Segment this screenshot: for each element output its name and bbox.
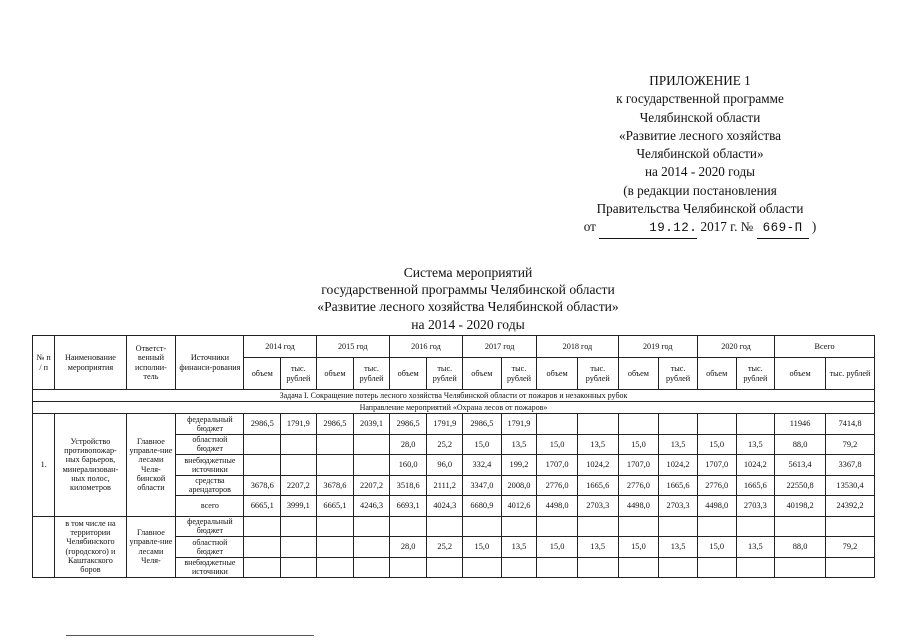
table-cell <box>659 414 698 435</box>
table-cell: 28,0 <box>389 434 427 455</box>
table-cell: 3367,8 <box>825 455 874 476</box>
table-cell <box>501 516 537 537</box>
table-cell <box>354 434 390 455</box>
table-cell: 4012,6 <box>501 496 537 517</box>
header-volume: объем <box>697 358 736 390</box>
table-cell: 4498,0 <box>697 496 736 517</box>
measure-responsible: Главное управле-ние лесами Челя-бинской области <box>126 414 176 517</box>
table-cell <box>316 434 354 455</box>
header-rubles: тыс. рублей <box>427 358 463 390</box>
appendix-line: к государственной программе <box>616 91 784 107</box>
header-rubles: тыс. рублей <box>736 358 775 390</box>
date-prefix: от <box>583 219 596 235</box>
table-cell <box>736 516 775 537</box>
table-cell <box>281 537 317 558</box>
table-cell <box>577 414 618 435</box>
table-cell: 15,0 <box>618 434 659 455</box>
table-cell <box>825 557 874 578</box>
appendix-line: на 2014 - 2020 годы <box>644 164 756 180</box>
table-cell: 13,5 <box>736 537 775 558</box>
table-cell: 2986,5 <box>244 414 281 435</box>
table-cell <box>389 516 427 537</box>
table-cell: 1665,6 <box>577 475 618 496</box>
table-cell <box>354 537 390 558</box>
table-cell: 2986,5 <box>463 414 502 435</box>
table-cell <box>618 557 659 578</box>
measure-name: в том числе на территории Челябинского (городского) и Каштакского боров <box>55 516 126 578</box>
header-name: Наименование мероприятия <box>55 336 126 390</box>
table-cell: 1791,9 <box>501 414 537 435</box>
measures-table <box>32 335 875 578</box>
table-cell: 2008,0 <box>501 475 537 496</box>
table-cell: 25,2 <box>427 537 463 558</box>
table-cell: 88,0 <box>775 434 826 455</box>
year-text: 2017 г. № <box>700 219 754 235</box>
table-cell: 6693,1 <box>389 496 427 517</box>
header-responsible: Ответст-венный исполни-тель <box>126 336 176 390</box>
funding-source: внебюджетные источники <box>176 557 244 578</box>
header-rubles: тыс. рублей <box>501 358 537 390</box>
table-cell <box>618 516 659 537</box>
table-cell <box>618 414 659 435</box>
table-cell <box>775 557 826 578</box>
table-cell: 13,5 <box>501 537 537 558</box>
table-cell: 2207,2 <box>281 475 317 496</box>
header-year: 2018 год <box>537 336 618 358</box>
table-cell: 25,2 <box>427 434 463 455</box>
funding-source: средства арендаторов <box>176 475 244 496</box>
table-cell: 4498,0 <box>537 496 578 517</box>
measure-number: 1. <box>33 414 55 517</box>
table-cell <box>736 557 775 578</box>
table-cell <box>775 516 826 537</box>
table-cell: 2111,2 <box>427 475 463 496</box>
table-cell: 5613,4 <box>775 455 826 476</box>
header-year: 2020 год <box>697 336 774 358</box>
funding-source: федеральный бюджет <box>176 414 244 435</box>
header-volume: объем <box>316 358 354 390</box>
direction-row: Направление мероприятий «Охрана лесов от пожаров» <box>33 402 875 414</box>
funding-source: всего <box>176 496 244 517</box>
table-cell: 4246,3 <box>354 496 390 517</box>
table-cell <box>659 557 698 578</box>
title-line: на 2014 - 2020 годы <box>411 316 525 332</box>
table-cell: 40198,2 <box>775 496 826 517</box>
table-cell <box>577 516 618 537</box>
appendix-line: Челябинской области» <box>636 146 764 162</box>
table-cell <box>281 516 317 537</box>
table-cell <box>281 434 317 455</box>
header-year: 2016 год <box>389 336 462 358</box>
table-cell: 13,5 <box>577 537 618 558</box>
task-row: Задача I. Сокращение потерь лесного хозяйства Челябинской области от пожаров и незаконных рубок <box>33 390 875 402</box>
document-title <box>228 264 708 333</box>
closing-paren: ) <box>811 219 817 235</box>
table-cell <box>316 537 354 558</box>
table-cell <box>463 557 502 578</box>
table-cell: 96,0 <box>427 455 463 476</box>
table-cell: 2776,0 <box>618 475 659 496</box>
appendix-line: (в редакции постановления <box>623 182 777 198</box>
measure-responsible: Главное управле-ние лесами Челя- <box>126 516 176 578</box>
measure-block-1 <box>33 414 875 517</box>
table-cell: 1024,2 <box>736 455 775 476</box>
header-volume: объем <box>537 358 578 390</box>
table-cell <box>577 557 618 578</box>
decree-number: 669-П <box>757 219 809 238</box>
table-cell: 2039,1 <box>354 414 390 435</box>
table-cell: 15,0 <box>618 537 659 558</box>
table-cell <box>316 516 354 537</box>
table-cell: 15,0 <box>463 537 502 558</box>
table-cell: 2703,3 <box>736 496 775 517</box>
appendix-line: Челябинской области <box>639 109 761 125</box>
footnote-divider <box>66 635 314 636</box>
table-cell: 3999,1 <box>281 496 317 517</box>
header-year: 2015 год <box>316 336 389 358</box>
table-cell <box>316 455 354 476</box>
table-cell: 1707,0 <box>537 455 578 476</box>
measure-number <box>33 516 55 578</box>
table-cell: 2207,2 <box>354 475 390 496</box>
table-cell <box>354 516 390 537</box>
table-cell: 3347,0 <box>463 475 502 496</box>
table-cell <box>659 516 698 537</box>
appendix-line: Правительства Челябинской области <box>596 201 804 217</box>
table-cell: 332,4 <box>463 455 502 476</box>
table-cell: 4498,0 <box>618 496 659 517</box>
table-cell: 15,0 <box>537 434 578 455</box>
table-cell: 15,0 <box>463 434 502 455</box>
table-cell: 13,5 <box>659 537 698 558</box>
header-volume: объем <box>389 358 427 390</box>
table-cell: 1665,6 <box>736 475 775 496</box>
table-cell: 13,5 <box>501 434 537 455</box>
table-cell <box>427 557 463 578</box>
table-cell <box>281 455 317 476</box>
table-cell <box>354 557 390 578</box>
table-cell: 15,0 <box>697 537 736 558</box>
header-volume: объем <box>775 358 826 390</box>
header-rubles: тыс. рублей <box>354 358 390 390</box>
table-cell <box>244 434 281 455</box>
table-cell <box>389 557 427 578</box>
table-cell: 2703,3 <box>577 496 618 517</box>
table-cell: 13,5 <box>659 434 698 455</box>
table-cell <box>825 516 874 537</box>
funding-source: областной бюджет <box>176 434 244 455</box>
table-cell: 13,5 <box>736 434 775 455</box>
table-cell <box>697 516 736 537</box>
table-cell <box>736 414 775 435</box>
table-cell: 6665,1 <box>316 496 354 517</box>
appendix-header <box>570 72 830 239</box>
table-cell: 28,0 <box>389 537 427 558</box>
header-volume: объем <box>463 358 502 390</box>
table-cell: 11946 <box>775 414 826 435</box>
decree-date-line <box>570 218 830 238</box>
table-cell: 15,0 <box>537 537 578 558</box>
table-cell: 2776,0 <box>697 475 736 496</box>
table-cell: 13,5 <box>577 434 618 455</box>
header-year: 2014 год <box>244 336 316 358</box>
appendix-title: ПРИЛОЖЕНИЕ 1 <box>649 73 751 88</box>
measure-name: Устройство противопожар-ных барьеров, минерализован-ных полос, километров <box>55 414 126 517</box>
table-cell: 1707,0 <box>618 455 659 476</box>
header-num: № п / п <box>33 336 55 390</box>
table-cell: 6665,1 <box>244 496 281 517</box>
header-year: 2017 год <box>463 336 537 358</box>
funding-source: внебюджетные источники <box>176 455 244 476</box>
table-cell <box>244 455 281 476</box>
table-cell: 3678,6 <box>244 475 281 496</box>
table-cell <box>537 414 578 435</box>
table-cell: 1024,2 <box>577 455 618 476</box>
table-cell: 15,0 <box>697 434 736 455</box>
header-rubles: тыс. рублей <box>577 358 618 390</box>
table-row <box>33 414 875 435</box>
header-volume: объем <box>244 358 281 390</box>
table-cell <box>537 557 578 578</box>
table-cell <box>281 557 317 578</box>
measure-block-2 <box>33 516 875 578</box>
table-cell: 79,2 <box>825 537 874 558</box>
table-cell: 1791,9 <box>427 414 463 435</box>
table-cell: 22550,8 <box>775 475 826 496</box>
decree-date: 19.12. <box>599 219 697 238</box>
table-cell <box>427 516 463 537</box>
table-cell: 24392,2 <box>825 496 874 517</box>
table-cell: 4024,3 <box>427 496 463 517</box>
table-cell <box>501 557 537 578</box>
table-cell: 2986,5 <box>316 414 354 435</box>
table-cell: 160,0 <box>389 455 427 476</box>
table-cell <box>537 516 578 537</box>
title-line: «Развитие лесного хозяйства Челябинской области» <box>317 299 619 315</box>
table-cell <box>316 557 354 578</box>
table-cell <box>354 455 390 476</box>
table-row <box>33 516 875 537</box>
table-cell: 13530,4 <box>825 475 874 496</box>
header-rubles: тыс. рублей <box>281 358 317 390</box>
table-cell: 1665,6 <box>659 475 698 496</box>
funding-source: областной бюджет <box>176 537 244 558</box>
header-year: 2019 год <box>618 336 697 358</box>
table-cell: 7414,8 <box>825 414 874 435</box>
table-cell: 199,2 <box>501 455 537 476</box>
header-total: Всего <box>775 336 875 358</box>
header-source: Источники финанси-рования <box>176 336 244 390</box>
appendix-line: «Развитие лесного хозяйства <box>618 127 782 143</box>
table-cell: 79,2 <box>825 434 874 455</box>
header-rubles: тыс. рублей <box>825 358 874 390</box>
table-cell <box>697 414 736 435</box>
funding-source: федеральный бюджет <box>176 516 244 537</box>
table-cell: 88,0 <box>775 537 826 558</box>
table-cell <box>244 557 281 578</box>
table-cell: 1791,9 <box>281 414 317 435</box>
header-rubles: тыс. рублей <box>659 358 698 390</box>
table-cell: 1024,2 <box>659 455 698 476</box>
title-line: государственной программы Челябинской области <box>321 282 615 298</box>
table-cell: 3518,6 <box>389 475 427 496</box>
header-volume: объем <box>618 358 659 390</box>
table-cell <box>244 537 281 558</box>
table-cell <box>697 557 736 578</box>
table-cell: 2703,3 <box>659 496 698 517</box>
table-cell: 2776,0 <box>537 475 578 496</box>
table-cell: 3678,6 <box>316 475 354 496</box>
table-cell: 2986,5 <box>389 414 427 435</box>
table-cell: 1707,0 <box>697 455 736 476</box>
table-cell: 6680,9 <box>463 496 502 517</box>
title-line: Система мероприятий <box>403 265 533 280</box>
table-cell <box>463 516 502 537</box>
table-cell <box>244 516 281 537</box>
